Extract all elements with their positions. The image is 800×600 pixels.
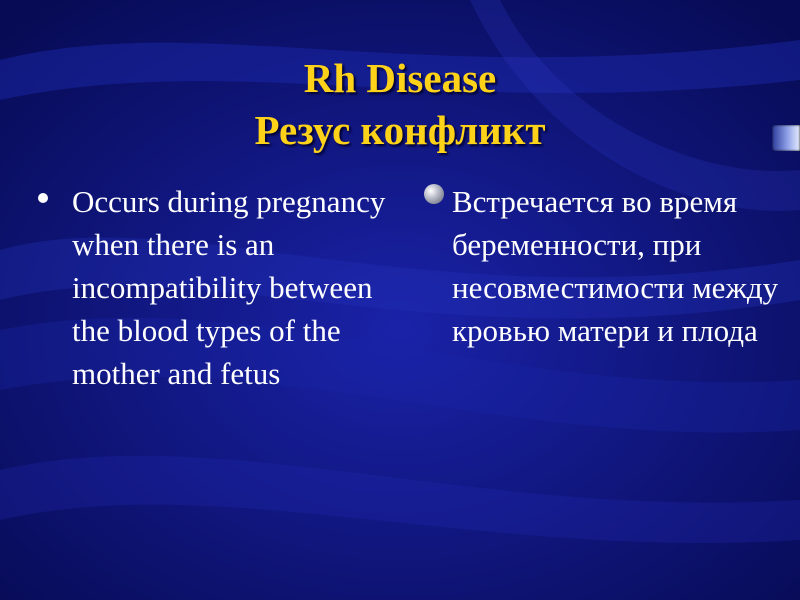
russian-bullet-text: Встречается во время беременности, при несовместимости между кровью матери и плода	[452, 184, 779, 348]
slide-title	[0, 52, 800, 156]
title-english: Rh Disease	[303, 55, 497, 101]
title-russian: Резус конфликт	[254, 107, 546, 153]
english-bullet-text: Occurs during pregnancy when there is an incompatibility between the blood types of the mother and fetus	[72, 184, 386, 391]
corner-ornament-icon	[772, 125, 800, 151]
bullet-dot-icon	[38, 193, 48, 203]
sphere-bullet-icon	[424, 184, 444, 204]
